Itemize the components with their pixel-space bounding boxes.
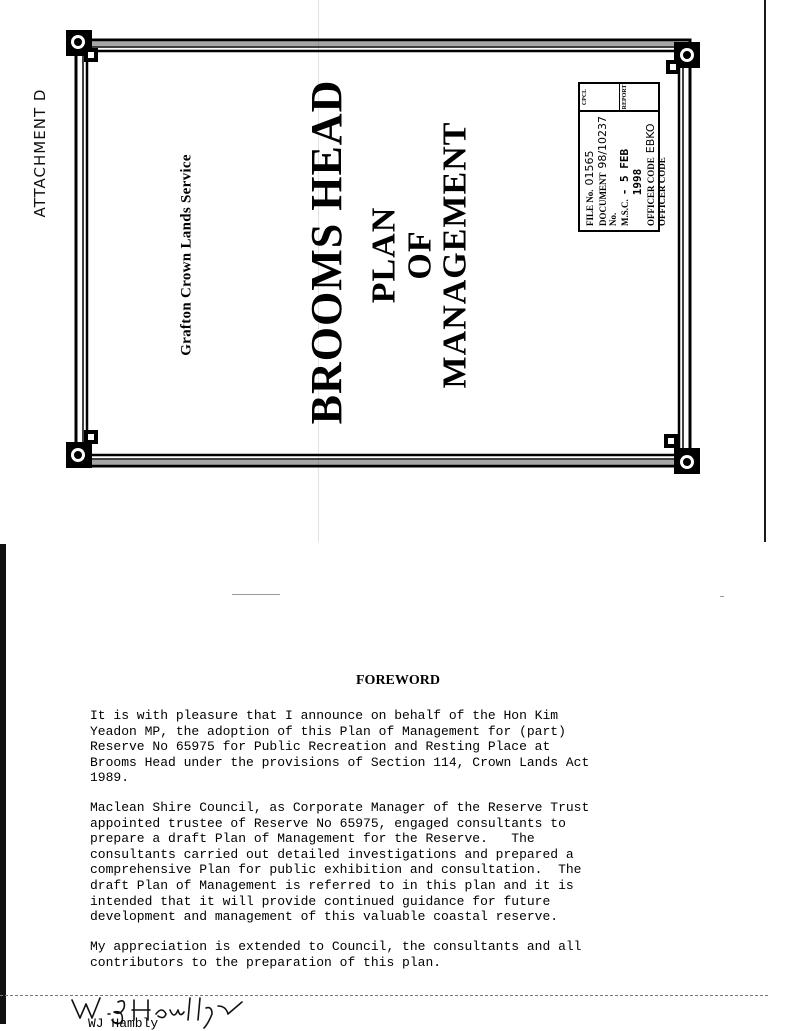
stamp-officer-row: [644, 116, 657, 226]
stamp-date: - 5 FEB 1998: [618, 148, 644, 196]
foreword-page: [0, 544, 768, 1031]
plan-line: OF: [401, 230, 439, 280]
scan-mark: [720, 596, 724, 597]
stamp-side-top: CPCL: [582, 88, 588, 106]
page-edge: [764, 0, 766, 542]
stamp-document-row: [596, 116, 618, 226]
stamp-file-value: 01565: [583, 150, 596, 186]
service-name: Grafton Crown Lands Service: [178, 154, 195, 356]
foreword-title: FOREWORD: [356, 673, 440, 688]
stamp-document-label: DOCUMENT No.: [598, 172, 618, 226]
handwritten-annotation: [20, 88, 60, 218]
foreword-paragraph: It is with pleasure that I announce on behalf of the Hon Kim Yeadon MP, the adoption of this Plan of Management for (part) Reserve No 65975 for Public Recreation and Resting Place at Brooms Head under the provisions of Section 114, Crown Lands Act 1989.: [90, 708, 590, 786]
stamp-officer-value: EBKO: [644, 123, 657, 154]
plan-line: MANAGEMENT: [436, 121, 474, 389]
stamp-msc-label: M.S.C.: [620, 199, 630, 226]
stamp-file-label: FILE No.: [585, 189, 595, 226]
stamp-document-value: 98/10237: [596, 115, 609, 169]
annotation-text: ATTACHMENT D: [31, 88, 49, 218]
stamp-officer2-label: OFFICER CODE: [657, 157, 667, 226]
stamp-box: [578, 82, 667, 232]
foreword-paragraph: My appreciation is extended to Council, the consultants and all contributors to the preparation of this plan.: [90, 939, 582, 970]
signatory-name-cut: WJ Hambly: [88, 1016, 159, 1031]
stamp-file-row: [583, 116, 596, 226]
stamp-officer-label: OFFICER CODE: [646, 157, 656, 226]
received-stamp: [578, 82, 667, 232]
stamp-officer2-row: [657, 116, 667, 226]
stamp-fields: [580, 112, 667, 230]
plan-line: PLAN: [365, 206, 403, 304]
document-place-title: BROOMS HEAD: [302, 79, 351, 425]
stamp-side-boxes: [580, 84, 658, 112]
stamp-side-bottom: REPORT: [619, 84, 659, 110]
document-plan-title: [366, 122, 473, 389]
stamp-msc-row: [618, 116, 644, 226]
scan-mark: [232, 594, 280, 595]
foreword-paragraph: Maclean Shire Council, as Corporate Manager of the Reserve Trust appointed trustee of Reserve No 65975, engaged consultants to prepare a draft Plan of Management for the Reserve. The consultants carried out detailed investigations and prepared a comprehensive Plan for public exhibition and consultation. The draft Plan of Management is referred to in this plan and it is intended that it will provide continued guidance for future development and management of this valuable coastal reserve.: [90, 800, 590, 925]
scan-edge: [0, 544, 6, 1024]
